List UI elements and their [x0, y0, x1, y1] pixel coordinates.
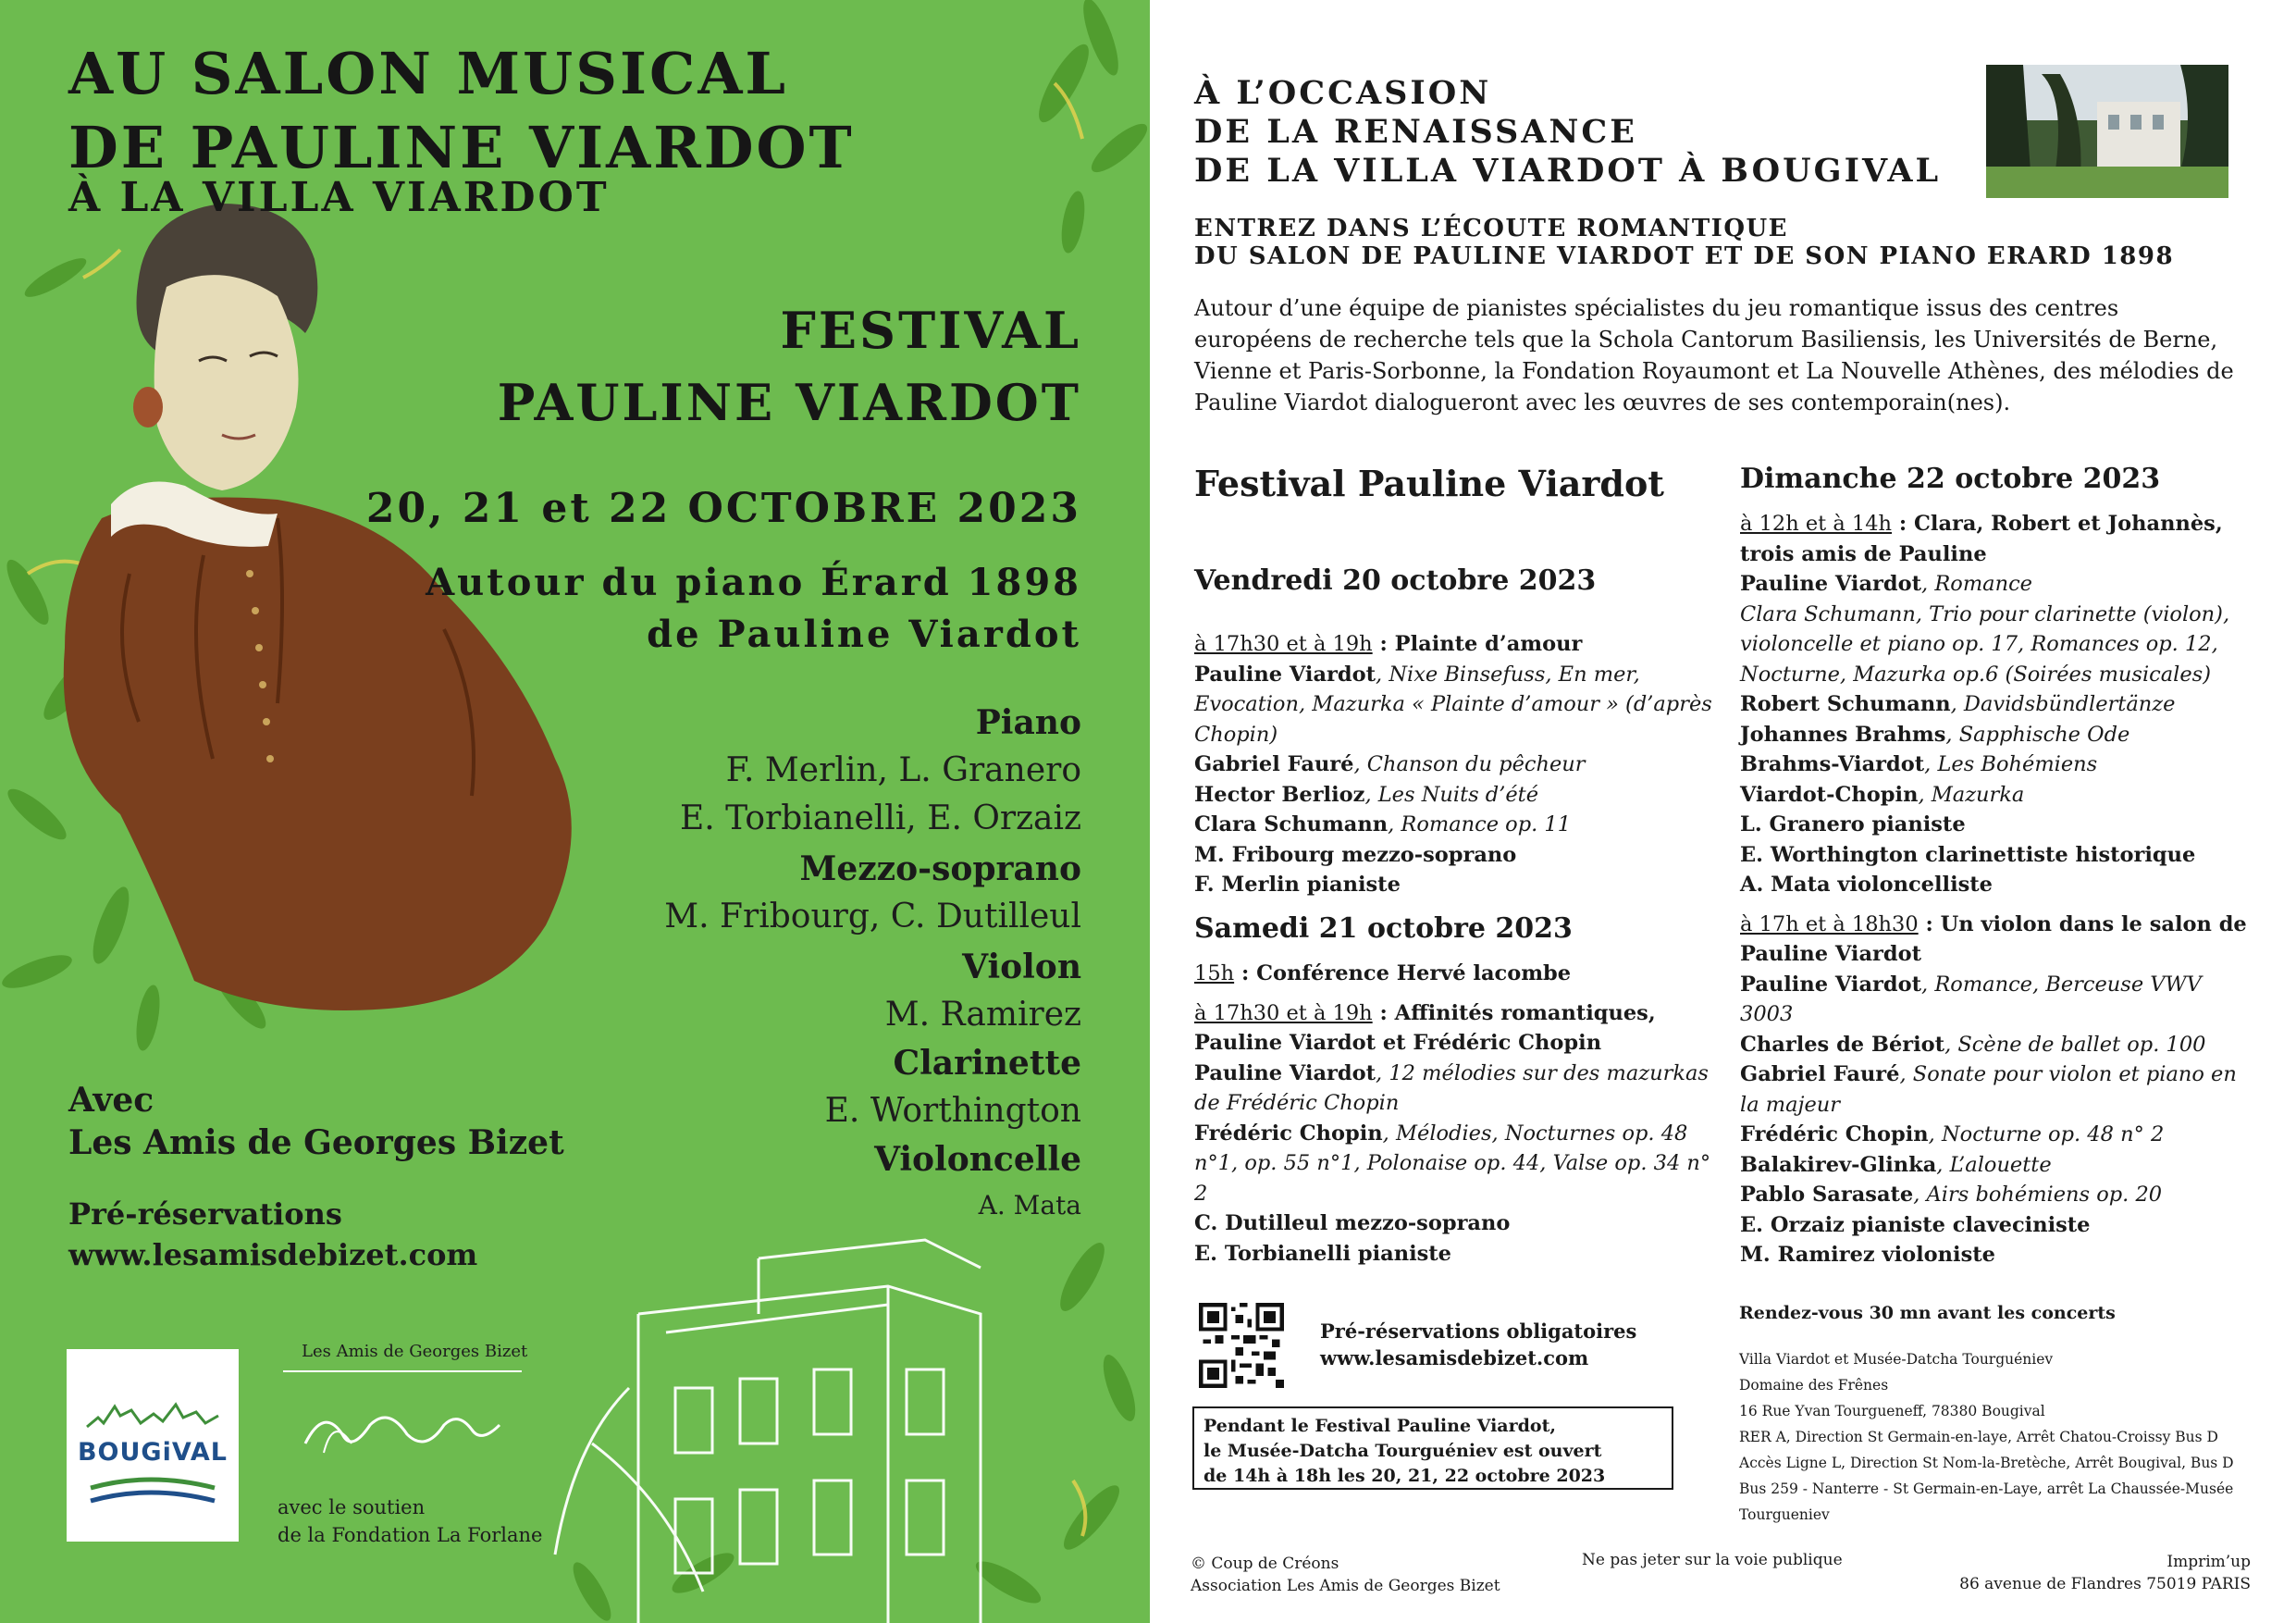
bizet-signature-icon [296, 1388, 518, 1471]
right-program-panel [1150, 0, 2296, 1623]
right-prereservation-url[interactable]: www.lesamisdebizet.com [1320, 1346, 1589, 1369]
works-list: , Chanson du pêcheur [1353, 752, 1586, 776]
concert-time: à 17h et à 18h30 [1740, 911, 1919, 936]
works-list: , Nocturne op. 48 n° 2 [1928, 1122, 2165, 1146]
role-clarinette: Clarinette [893, 1044, 1081, 1083]
role-piano: Piano [975, 703, 1081, 742]
piano-subheading-line1: Autour du piano Érard 1898 [426, 561, 1081, 604]
notice-line3: de 14h à 18h les 20, 21, 22 octobre 2023 [1204, 1466, 1606, 1486]
poster-title-line2: DE PAULINE VIARDOT [68, 114, 855, 181]
bougival-logo-text: BOUGiVAL [77, 1438, 228, 1467]
poster-subtitle: À LA VILLA VIARDOT [68, 174, 610, 221]
composer-name: Johannes Brahms [1740, 722, 1946, 747]
artists-mezzo: M. Fribourg, C. Dutilleul [664, 898, 1081, 935]
performer: M. Fribourg mezzo-soprano [1194, 842, 1517, 867]
performer: E. Torbianelli pianiste [1194, 1241, 1451, 1266]
composer-name: Pauline Viardot [1194, 1060, 1376, 1085]
concert-time: à 12h et à 14h [1740, 512, 1893, 536]
performer: C. Dutilleul mezzo-soprano [1194, 1211, 1511, 1235]
works-list: , Scène de ballet op. 100 [1944, 1032, 2206, 1057]
works-list: , Romance op. 11 [1388, 812, 1572, 836]
program-item [1740, 1059, 2254, 1120]
composer-name: Gabriel Fauré [1740, 1062, 1900, 1086]
composer-name: Frédéric Chopin [1194, 1121, 1383, 1146]
program-item [1740, 689, 2254, 720]
works-list: , Les Bohémiens [1924, 752, 2098, 776]
day-heading-samedi: Samedi 21 octobre 2023 [1194, 912, 1573, 945]
program-item [1194, 780, 1712, 811]
concert-title: : Plainte d’amour [1372, 632, 1583, 656]
avec-partner: Les Amis de Georges Bizet [68, 1123, 564, 1162]
bougival-logo [67, 1349, 239, 1542]
poster-title [68, 37, 855, 185]
festival-title-line2: PAULINE VIARDOT [497, 373, 1081, 432]
festival-title-line1: FESTIVAL [780, 301, 1081, 360]
conference-line [1194, 959, 1722, 989]
program-item [1194, 660, 1712, 750]
concert-title: : Affinités romantiques, Pauline Viardot et Frédéric Chopin [1194, 1000, 1656, 1055]
program-item [1740, 1150, 2254, 1181]
artist-violoncelle: A. Mata [978, 1190, 1081, 1220]
program-item [1740, 970, 2254, 1030]
avec-block [68, 1079, 564, 1164]
address-line: 16 Rue Yvan Tourgueneff, 78380 Bougival [1739, 1403, 2045, 1419]
design-credit [1191, 1553, 1500, 1597]
museum-notice-box [1192, 1406, 1673, 1490]
credit-line2: Association Les Amis de Georges Bizet [1191, 1577, 1500, 1595]
poster-title-line1: AU SALON MUSICAL [68, 40, 789, 107]
concert-title: : Un violon dans le salon de Pauline Viardot [1740, 911, 2247, 966]
litter-notice: Ne pas jeter sur la voie publique [1582, 1551, 1843, 1569]
left-prereservation-url[interactable]: www.lesamisdebizet.com [68, 1237, 478, 1272]
program-item [1194, 750, 1712, 780]
composer-name: Pauline Viardot [1740, 572, 1922, 596]
composer-name: Brahms-Viardot [1740, 752, 1925, 776]
day-heading-dimanche: Dimanche 22 octobre 2023 [1740, 463, 2161, 495]
concert-title: : Clara, Robert et Johannès, trois amis de Pauline [1740, 512, 2223, 566]
composer-name: Pablo Sarasate [1740, 1183, 1914, 1207]
artist-clarinette: E. Worthington [824, 1092, 1081, 1130]
amis-logo-divider [283, 1370, 522, 1372]
program-item [1194, 1119, 1722, 1209]
program-item [1740, 600, 2254, 690]
works-list: , Mélodies, Nocturnes op. 48 n°1, op. 55 n°1, Polonaise op. 44, Valse op. 34 n° 2 [1194, 1121, 1711, 1206]
program-samedi [1194, 959, 1722, 1269]
concert-vendredi-header [1194, 629, 1712, 660]
concert-time: à 17h30 et à 19h [1194, 1000, 1373, 1025]
composer-name: Pauline Viardot [1194, 662, 1376, 687]
program-item [1194, 1059, 1722, 1119]
concert-dimanche-1-header [1740, 509, 2254, 569]
performer: F. Merlin pianiste [1194, 873, 1401, 897]
program-item [1740, 720, 2254, 750]
amis-logo-label: Les Amis de Georges Bizet [302, 1342, 528, 1361]
artists-piano-1: F. Merlin, L. Granero [725, 751, 1081, 789]
notice-line2: le Musée-Datcha Tourguéniev est ouvert [1204, 1441, 1602, 1461]
program-item [1740, 1180, 2254, 1210]
entrez-line1: ENTREZ DANS L’ÉCOUTE ROMANTIQUE [1194, 215, 1788, 242]
program-item [1194, 810, 1712, 840]
address-line: RER A, Direction St Germain-en-laye, Arrêt Chatou-Croissy Bus D [1739, 1429, 2218, 1445]
avec-label: Avec [68, 1081, 154, 1120]
rendezvous-note: Rendez-vous 30 mn avant les concerts [1739, 1303, 2116, 1323]
works-list: , Sapphische Ode [1945, 722, 2130, 747]
conference-time: 15h [1194, 961, 1235, 985]
festival-title [498, 294, 1081, 439]
works-list: , L’alouette [1936, 1152, 2052, 1177]
composer-name: Clara Schumann [1194, 812, 1389, 836]
right-prereservation [1320, 1318, 1636, 1371]
works-list: , Les Nuits d’été [1364, 782, 1539, 807]
composer-name: Balakirev-Glinka [1740, 1152, 1937, 1177]
program-item [1740, 569, 2254, 600]
occasion-line3: DE LA VILLA VIARDOT À BOUGIVAL [1194, 152, 1942, 190]
performer: E. Orzaiz pianiste claveciniste [1740, 1212, 2091, 1237]
role-violoncelle: Violoncelle [874, 1140, 1081, 1179]
address-line: Villa Viardot et Musée-Datcha Tourguéniev [1739, 1351, 2054, 1368]
left-prereservation [68, 1194, 477, 1275]
entrez-line2: DU SALON DE PAULINE VIARDOT ET DE SON PIANO ERARD 1898 [1194, 242, 2175, 270]
printer-address: 86 avenue de Flandres 75019 PARIS [1959, 1575, 2251, 1593]
composer-name: Robert Schumann [1740, 692, 1951, 716]
soutien-line1: avec le soutien [278, 1496, 426, 1518]
works-list: Clara Schumann, Trio pour clarinette (violon), violoncelle et piano op. 17, Romances op. 12, Nocturne, Mazurka op.6 (Soirées musicales) [1740, 601, 2230, 687]
performer: A. Mata violoncelliste [1740, 873, 1993, 897]
works-list: , Airs bohémiens op. 20 [1913, 1183, 2163, 1207]
right-prereservation-label: Pré-réservations obligatoires [1320, 1319, 1637, 1343]
program-item [1740, 1120, 2254, 1150]
address-line: Bus 259 - Nanterre - St Germain-en-Laye, arrêt La Chaussée-Musée Tourgueniev [1739, 1481, 2234, 1523]
program-item [1740, 750, 2254, 780]
artist-violon: M. Ramirez [884, 996, 1081, 1034]
intro-paragraph: Autour d’une équipe de pianistes spécialistes du jeu romantique issus des centres européens de recherche tels que la Schola Cantorum Basiliensis, les Universités de Berne, Vienne et Paris-Sorbonne, la Fondation Royaumont et La Nouvelle Athènes, des mélodies de Pauline Viardot dialogueront avec les œuvres de ses contemporain(nes). [1194, 295, 2234, 415]
composer-name: Hector Berlioz [1194, 782, 1365, 807]
address-line: Accès Ligne L, Direction St Nom-la-Bretèche, Arrêt Bougival, Bus D [1739, 1455, 2234, 1471]
program-item [1740, 1030, 2254, 1060]
qr-code-icon[interactable] [1192, 1303, 1290, 1388]
composer-name: Charles de Bériot [1740, 1032, 1945, 1057]
program-item [1740, 780, 2254, 811]
works-list: , Mazurka [1918, 782, 2025, 807]
day-heading-vendredi: Vendredi 20 octobre 2023 [1194, 564, 1597, 597]
printer-name: Imprim’up [2166, 1553, 2251, 1571]
occasion-heading [1194, 74, 1941, 191]
concert-time: à 17h30 et à 19h [1194, 632, 1373, 656]
composer-name: Viardot-Chopin [1740, 782, 1919, 807]
performer: L. Granero pianiste [1740, 812, 1966, 836]
address-line: Domaine des Frênes [1739, 1377, 1889, 1394]
artists-piano-2: E. Torbianelli, E. Orzaiz [679, 799, 1081, 837]
works-list: , 12 mélodies sur des mazurkas de Frédéric Chopin [1194, 1060, 1709, 1115]
soutien-text [278, 1493, 542, 1549]
performer: M. Ramirez violoniste [1740, 1243, 1995, 1267]
program-festival-heading: Festival Pauline Viardot [1194, 463, 1664, 504]
printer-credit [1959, 1551, 2251, 1595]
soutien-line2: de la Fondation La Forlane [278, 1524, 543, 1546]
works-list: , Romance [1921, 572, 2032, 596]
entrez-heading [1194, 215, 2174, 270]
works-list: , Sonate pour violon et piano en la majeur [1740, 1062, 2237, 1117]
left-prereservation-label: Pré-réservations [68, 1196, 342, 1232]
works-list: , Nixe Binsefuss, En mer, Evocation, Mazurka « Plainte d’amour » (d’après Chopin) [1194, 662, 1712, 747]
concert-dimanche-2-header [1740, 910, 2254, 970]
festival-dates: 20, 21 et 22 OCTOBRE 2023 [365, 485, 1081, 532]
composer-name: Frédéric Chopin [1740, 1122, 1929, 1146]
villa-photo [1986, 65, 2228, 198]
conference-title: : Conférence Hervé lacombe [1234, 961, 1572, 985]
concert-samedi-header [1194, 998, 1722, 1059]
program-vendredi [1194, 629, 1712, 900]
piano-subheading [426, 557, 1081, 661]
works-list: , Davidsbündlertänze [1950, 692, 2176, 716]
role-mezzo: Mezzo-soprano [799, 849, 1081, 888]
program-dimanche [1740, 509, 2254, 1270]
occasion-line2: DE LA RENAISSANCE [1194, 113, 1637, 151]
credit-line1: © Coup de Créons [1191, 1555, 1339, 1573]
composer-name: Pauline Viardot [1740, 972, 1922, 997]
piano-subheading-line2: de Pauline Viardot [647, 613, 1081, 656]
composer-name: Gabriel Fauré [1194, 752, 1354, 776]
notice-line1: Pendant le Festival Pauline Viardot, [1204, 1416, 1556, 1436]
venue-address [1739, 1346, 2296, 1528]
role-violon: Violon [962, 948, 1081, 986]
occasion-line1: À L’OCCASION [1194, 74, 1492, 112]
works-list: , Romance, Berceuse VWV 3003 [1740, 972, 2202, 1026]
performer: E. Worthington clarinettiste historique [1740, 842, 2196, 867]
